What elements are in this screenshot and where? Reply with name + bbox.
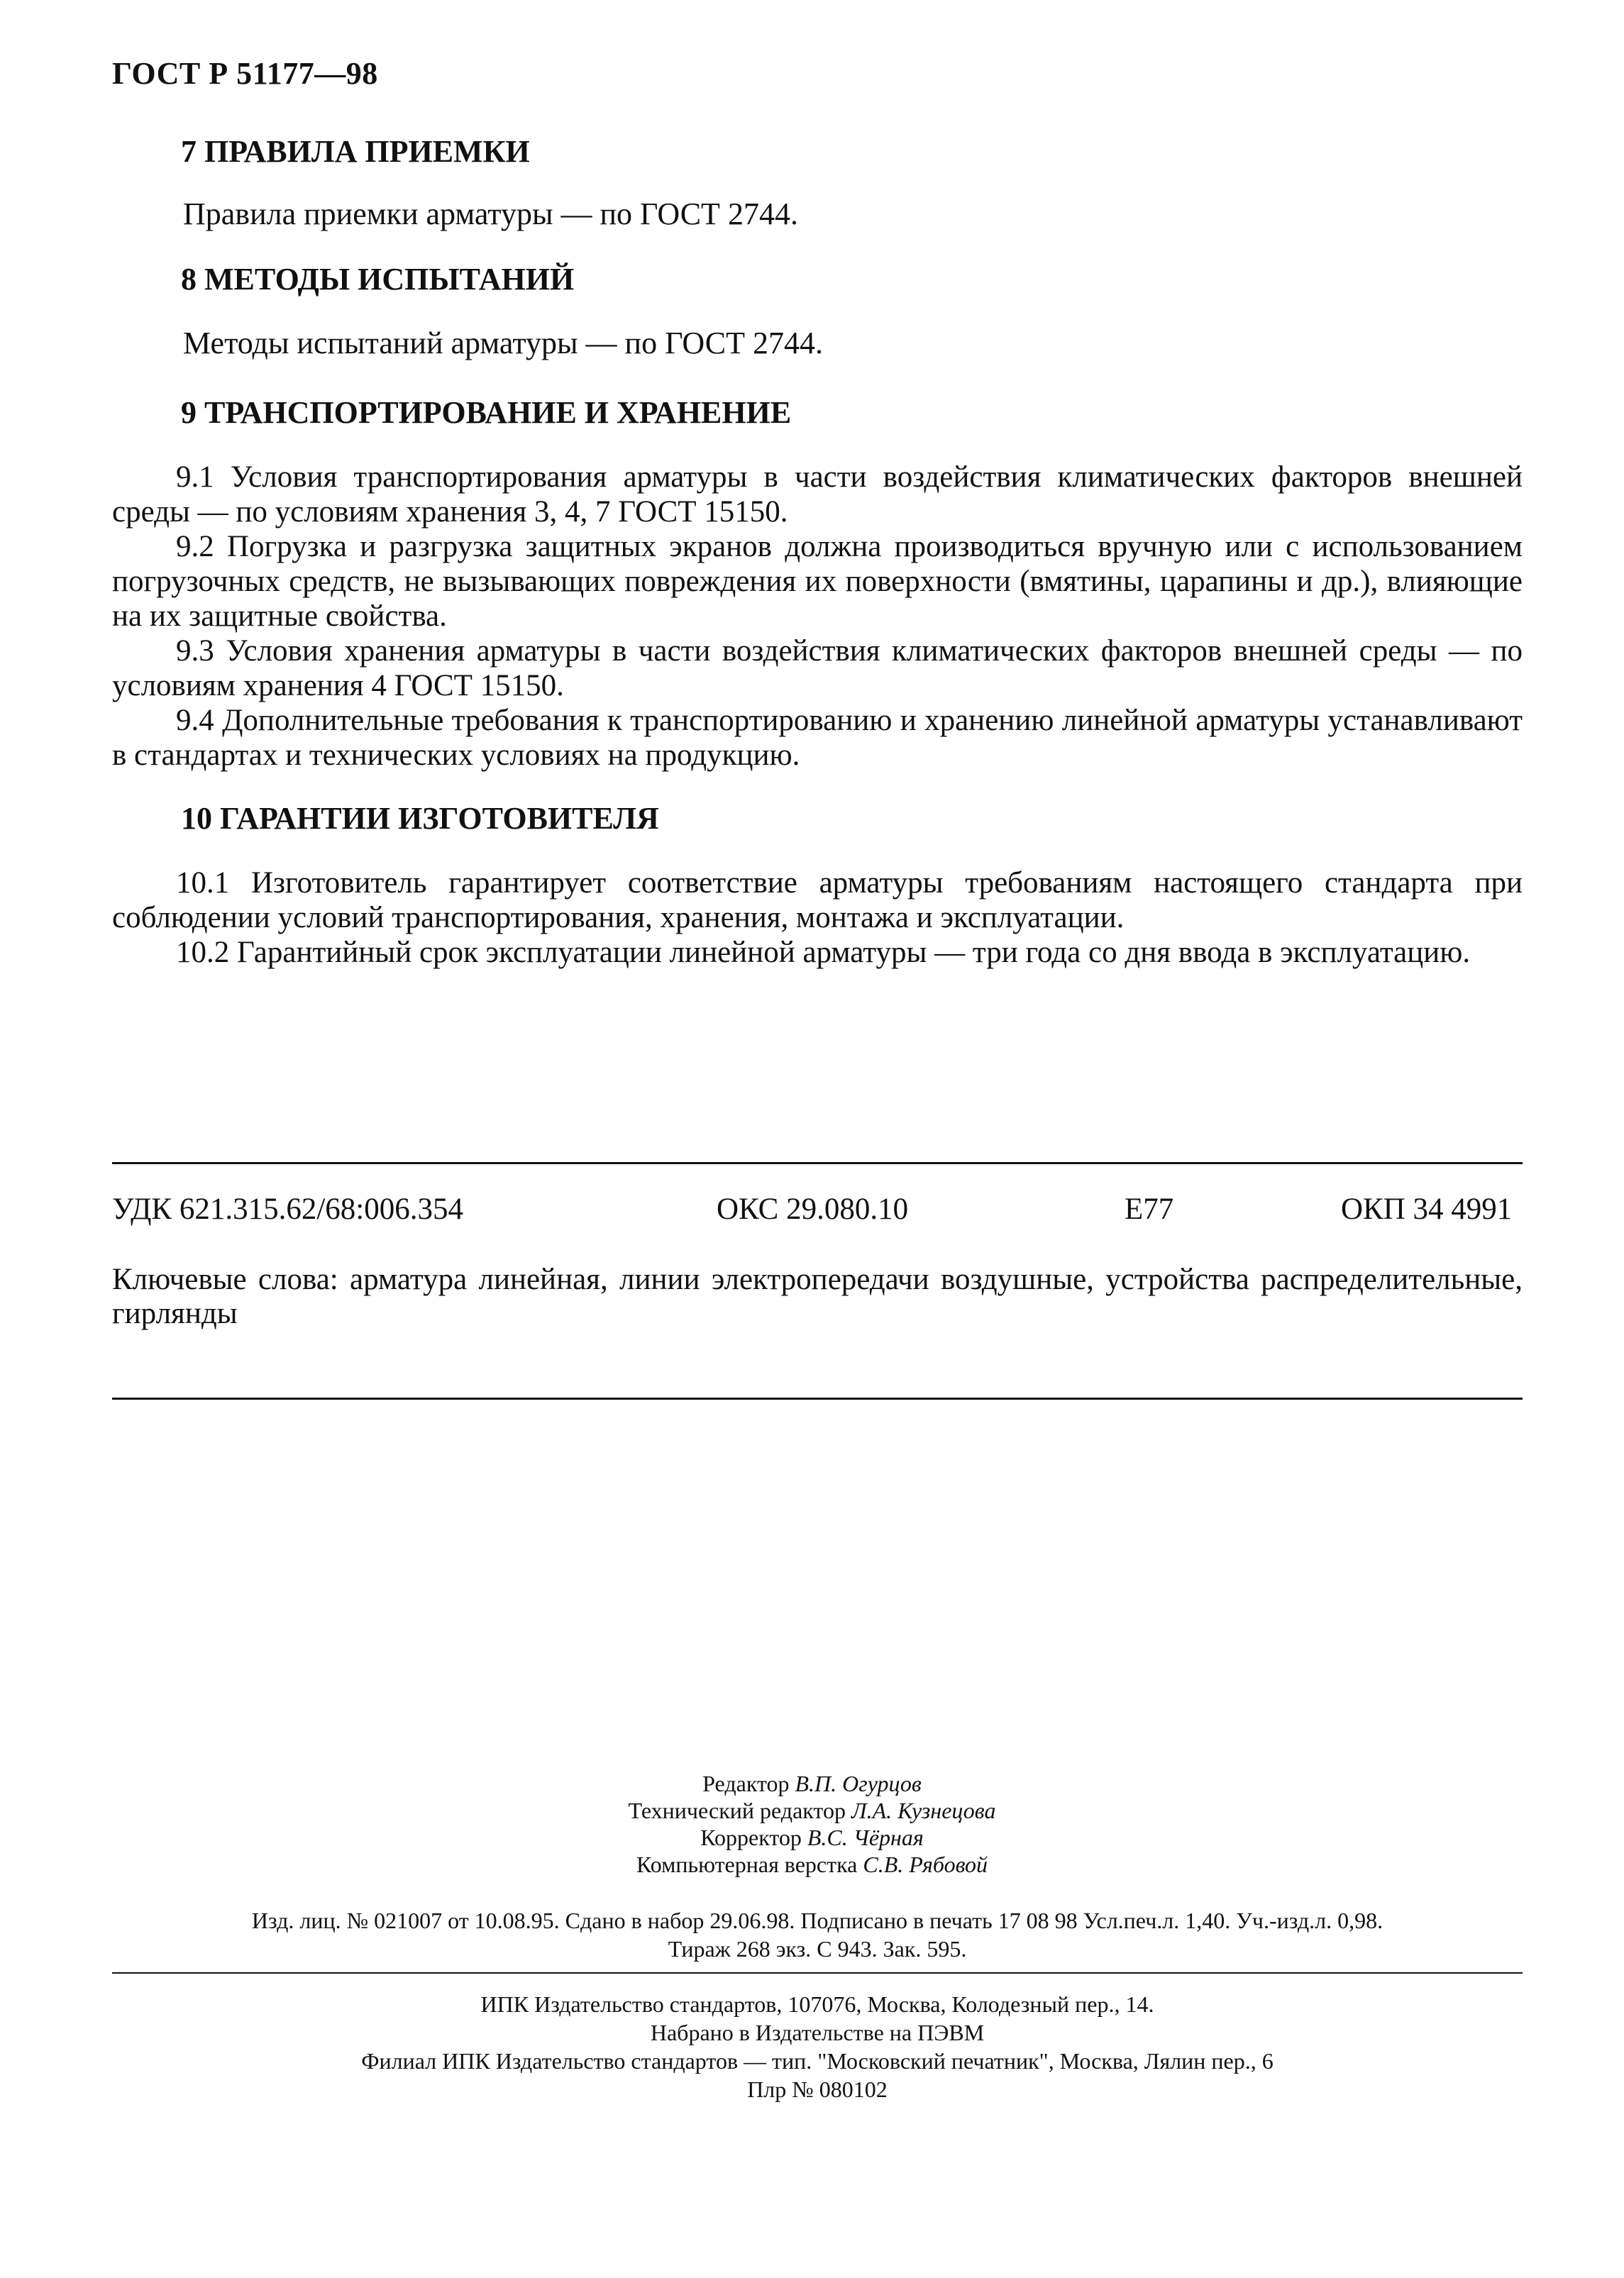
keywords: Ключевые слова: арматура линейная, линии электропередачи воздушные, устройства распределительные, гирлянды [112,1263,1523,1330]
paragraph-10-2: 10.2 Гарантийный срок эксплуатации линейной арматуры — три года со дня ввода в эксплуатацию. [176,936,1471,969]
credit-layout-name: С.В. Рябовой [863,1852,988,1877]
section-7-title: 7 ПРАВИЛА ПРИЕМКИ [181,134,530,169]
paragraph-9-1: 9.1 Условия транспортирования арматуры в части воздействия климатических факторов внешней среды — по условиям хранения 3, 4, 7 ГОСТ 15150. [112,460,1523,529]
paragraph-9-4: 9.4 Дополнительные требования к транспортированию и хранению линейной арматуры устанавливают в стандартах и технических условиях на продукцию. [112,704,1523,772]
divider-bottom [112,1398,1523,1400]
publisher-line-1: ИПК Издательство стандартов, 107076, Москва, Колодезный пер., 14. [480,1991,1154,2017]
publisher-line-4: Плр № 080102 [747,2077,888,2102]
paragraph-10-1: 10.1 Изготовитель гарантирует соответствие арматуры требованиям настоящего стандарта при соблюдении условий транспортирования, хранения, монтажа и эксплуатации. [112,866,1523,934]
udk-code: УДК 621.315.62/68:006.354 [112,1193,464,1226]
page-header: ГОСТ Р 51177—98 [112,56,378,91]
credit-corrector-role: Корректор [700,1825,802,1850]
credit-tech-editor [0,1798,1624,1823]
credit-layout [0,1852,1624,1877]
credit-tech-editor-name: Л.А. Кузнецова [851,1798,996,1823]
publisher-line-2: Набрано в Издательстве на ПЭВМ [650,2020,985,2045]
e-code: Е77 [1125,1193,1174,1226]
divider-publisher [112,1972,1523,1974]
section-8-text: Методы испытаний арматуры — по ГОСТ 2744. [183,326,823,360]
credit-layout-role: Компьютерная верстка [636,1852,858,1877]
credit-editor-role: Редактор [702,1771,790,1796]
oks-code: ОКС 29.080.10 [717,1193,909,1226]
paragraph-9-2: 9.2 Погрузка и разгрузка защитных экранов должна производиться вручную или с использованием погрузочных средств, не вызывающих повреждения их поверхности (вмятины, царапины и др.), влияющие на их защитные свойства. [112,530,1523,633]
credit-corrector [0,1825,1624,1850]
publisher-line-3: Филиал ИПК Издательство стандартов — тип. "Московский печатник", Москва, Лялин пер., 6 [361,2048,1274,2074]
credit-corrector-name: В.С. Чёрная [807,1825,924,1850]
print-info-line-2: Тираж 268 экз. С 943. Зак. 595. [668,1936,967,1962]
credit-editor-name: В.П. Огурцов [795,1771,922,1796]
section-8-title: 8 МЕТОДЫ ИСПЫТАНИЙ [181,262,575,297]
section-10-title: 10 ГАРАНТИИ ИЗГОТОВИТЕЛЯ [181,801,659,836]
divider-top [112,1162,1523,1164]
credit-tech-editor-role: Технический редактор [628,1798,846,1823]
paragraph-9-3: 9.3 Условия хранения арматуры в части воздействия климатических факторов внешней среды — по условиям хранения 4 ГОСТ 15150. [112,634,1523,702]
section-9-title: 9 ТРАНСПОРТИРОВАНИЕ И ХРАНЕНИЕ [181,395,792,430]
section-7-text: Правила приемки арматуры — по ГОСТ 2744. [183,197,798,231]
print-info-line-1: Изд. лиц. № 021007 от 10.08.95. Сдано в набор 29.06.98. Подписано в печать 17 08 98 Усл.печ.л. 1,40. Уч.-изд.л. 0,98. [251,1908,1383,1933]
credit-editor [0,1771,1624,1796]
okp-code: ОКП 34 4991 [1341,1193,1513,1226]
